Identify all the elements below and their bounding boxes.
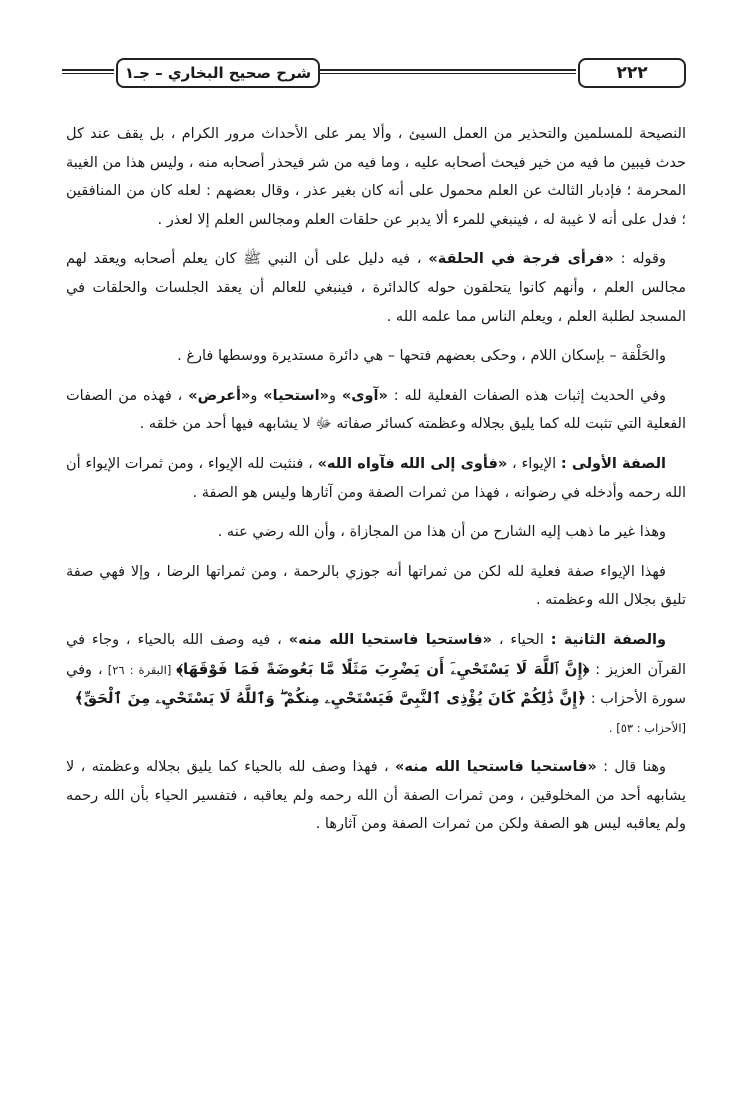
page-body [66, 120, 686, 850]
hadith-quote: «فرأى فرجة في الحلقة» [428, 251, 614, 268]
p5-a: الإيواء ، [507, 455, 561, 472]
paragraph-6: وهذا غير ما ذهب إليه الشارح من أن هذا من المجازاة ، وأن الله رضي عنه . [217, 524, 666, 541]
paragraph-3: والحَلْقة – بإسكان اللام ، وحكى بعضهم فتحها – هي دائرة مستديرة ووسطها فارغ . [177, 348, 666, 365]
paragraph-4 [66, 382, 686, 439]
p9-lead: وهنا قال : [596, 759, 666, 776]
attribute-word-3: «أعرض» [188, 387, 251, 404]
p2-rest: ، فيه دليل على أن النبي ﷺ كان يعلم أصحابه ويعقد لهم مجالس العلم ، وأنهم كانوا يتحلقون حوله كالدائرة ، فينبغي للعالم أن يعقد الجلسات والحلقات في المسجد لطلبة العلم ، ويعلم الناس مما علمه الله . [66, 251, 686, 325]
p4-rest: ، فهذه من الصفات الفعلية التي تثبت لله كما يليق بجلاله وعظمته كسائر صفاته ﷻ لا يشابهه فيها أحد من خلقه . [66, 387, 686, 433]
attribute-word-1: «آوى» [341, 387, 388, 404]
hadith-quote: «فاستحيا فاستحيا الله منه» [288, 631, 493, 648]
hadith-quote: «فأوى إلى الله فآواه الله» [317, 455, 508, 472]
section-label-second: والصفة الثانية : [550, 631, 666, 648]
paragraph-5 [66, 450, 686, 507]
p5-rest: ، فنثبت لله الإيواء ، ومن ثمرات الإيواء أن الله رحمه وأدخله في رضوانه ، فهذا من ثمرات الصفة ومن آثارها وليس هو الصفة . [66, 455, 686, 501]
paragraph-1: النصيحة للمسلمين والتحذير من العمل السيئ ، وألا يمر على الأحداث مرور الكرام ، بل يقف عند كل حدث فيبين ما فيه من خير فيحث أصحابه عليه ، وما فيه من شر فيحذر أصحابه منه ، وليس هذا من الغيبة المحرمة ؛ فإدبار الثالث عن العلم محمول على أنه كان بغير عذر ، وقال بعضهم : لعله كان من المنافقين ؛ فدل على أنه لا غيبة له ، فينبغي للمرء ألا يدبر عن حلقات العلم ومجالس العلم إلا لعذر . [65, 126, 686, 228]
paragraph-8 [66, 626, 686, 742]
verse-reference-2: [الأحزاب : ٥٣] . [608, 720, 686, 735]
paragraph-2 [66, 245, 686, 331]
paragraph-9 [66, 753, 686, 839]
p4-and-2: و [250, 387, 264, 404]
book-title: شرح صحيح البخاري – جـ١ [116, 58, 320, 88]
hadith-quote: «فاستحيا فاستحيا الله منه» [395, 759, 597, 776]
p8-a: الحياء ، [492, 631, 551, 648]
quran-verse-2: ﴿إِنَّ ذَٰلِكُمْ كَانَ يُؤْذِى ٱلنَّبِىَّ فَيَسْتَحْيِۦ مِنكُمْ ۖ وَٱللَّهُ لَا يَسْتَحْيِۦ مِنَ ٱلْحَقِّ﴾ [74, 689, 587, 708]
quran-verse-1: ﴿إِنَّ ٱللَّهَ لَا يَسْتَحْيِۦٓ أَن يَضْرِبَ مَثَلًا مَّا بَعُوضَةً فَمَا فَوْقَهَا﴾ [176, 659, 590, 678]
p8-b: ، فيه وصف الله بالحياء ، وجاء في القرآن العزيز : [66, 631, 686, 678]
p8-c: ، وفي سورة الأحزاب : [66, 661, 686, 708]
p4-and-1: و [328, 387, 342, 404]
p2-lead: وقوله : [613, 251, 666, 268]
attribute-word-2: «استحيا» [263, 387, 329, 404]
p9-rest: ، فهذا وصف لله بالحياء كما يليق بجلاله وعظمته ، لا يشابهه أحد من المخلوقين ، ومن ثمرات الصفة أن الله رحمه ولم يعاقبه ، فتفسير الحياء بأن الله رحمه ولم يعاقبه ليس هو الصفة ولكن من ثمرات الصفة ومن آثارها . [66, 759, 686, 833]
running-header [62, 52, 690, 92]
verse-reference-1: [البقرة : ٢٦] [102, 662, 177, 677]
page-number: ٢٢٢ [578, 58, 686, 88]
section-label-first: الصفة الأولى : [560, 455, 666, 472]
header-rule-middle [318, 69, 576, 74]
paragraph-7: فهذا الإيواء صفة فعلية لله لكن من ثمراتها أنه جوزي بالرحمة ، ومن ثمراتها الرضا ، وإلا فهي صفة تليق بجلال الله وعظمته . [66, 563, 686, 609]
p4-lead: وفي الحديث إثبات هذه الصفات الفعلية لله : [387, 387, 666, 404]
header-rule-left [62, 69, 114, 74]
